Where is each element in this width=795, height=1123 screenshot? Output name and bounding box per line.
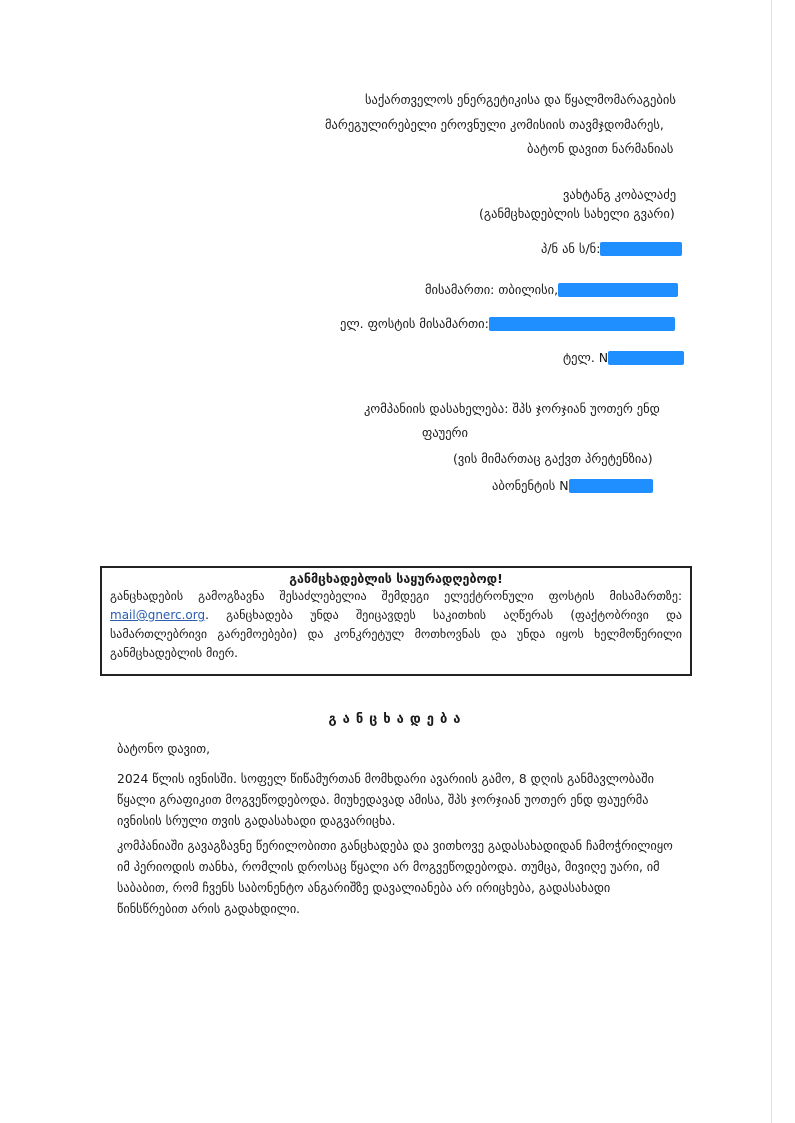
statement-greeting: ბატონო დავით, [117,742,211,756]
subscriber-label: აბონენტის N [492,478,569,493]
applicant-name-caption: (განმცხადებლის სახელი გვარი) [479,206,675,221]
applicant-name: ვახტანგ კობალაძე [563,187,677,202]
redaction-bar [569,479,653,493]
company-name-line-2: ფაუერი [422,425,468,440]
addressee-line-3: ბატონ დავით ნარმანიას [527,141,674,156]
redaction-bar [600,242,682,256]
redaction-bar [608,351,684,365]
statement-paragraph-2: კომპანიაში გავაგზავნე წერილობითი განცხადება და ვითხოვე გადასახადიდან ჩამოჭრილიყო იმ პერიოდის თანხა, რომლის დროსაც წყალი არ მოგვეწოდებოდა. თუმცა, მივიღე უარი, იმ საბაბით, რომ ჩვენს საბონენტო ანგარიშზე დავალიანება არ ირიცხება, გადასახადი წინსწრებით არის გადახდილი. [117,839,673,916]
applicant-email-row [340,316,675,332]
redaction-bar [558,283,678,297]
applicant-id-row [541,241,682,257]
applicant-address-row [425,282,678,298]
statement-paragraph-1: 2024 წლის ივნისში. სოფელ წიწამურთან მომხდარი ავარიის გამო, 8 დღის განმავლობაში წყალი გრაფიკით მოგვეწოდებოდა. მიუხედავად ამისა, შპს ჯორჯიან უოთერ ენდ ფაუერმა ივნისის სრული თვის გადასახადი დაგვარიცხა. [117,772,654,828]
applicant-phone-row [563,350,684,366]
applicant-id-label: პ/ნ ან ს/ნ: [541,241,601,256]
applicant-email-label: ელ. ფოსტის მისამართი: [340,316,489,331]
notice-email-link[interactable]: mail@gnerc.org [110,608,206,622]
applicant-notice-box [100,566,692,676]
notice-title: განმცხადებლის საყურადღებოდ! [289,571,503,586]
page-edge-line [771,0,772,1123]
applicant-address-label: მისამართი: თბილისი, [425,282,559,297]
redaction-bar [489,317,675,331]
notice-text-before: განცხადების გამოგზავნა შესაძლებელია შემდეგი ელექტრონული ფოსტის მისამართზე: [110,589,682,603]
company-caption: (ვის მიმართაც გაქვთ პრეტენზია) [453,451,653,466]
company-name-line-1: კომპანიის დასახელება: შპს ჯორჯიან უოთერ ენდ [364,401,660,416]
statement-title: განცხადება [328,712,467,727]
notice-body [110,587,682,663]
applicant-phone-label: ტელ. N [563,350,609,365]
addressee-line-2: მარეგულირებელი ეროვნული კომისიის თავმჯდომარეს, [325,117,664,132]
notice-text-after: . განცხადება უნდა შეიცავდეს საკითხის აღწერას (ფაქტობრივი და სამართლებრივი გარემოებები) და კონკრეტულ მოთხოვნას და უნდა იყოს ხელმოწერილი განმცხადებლის მიერ. [110,608,682,660]
subscriber-row [492,478,653,494]
addressee-line-1: საქართველოს ენერგეტიკისა და წყალმომარაგების [365,92,676,107]
